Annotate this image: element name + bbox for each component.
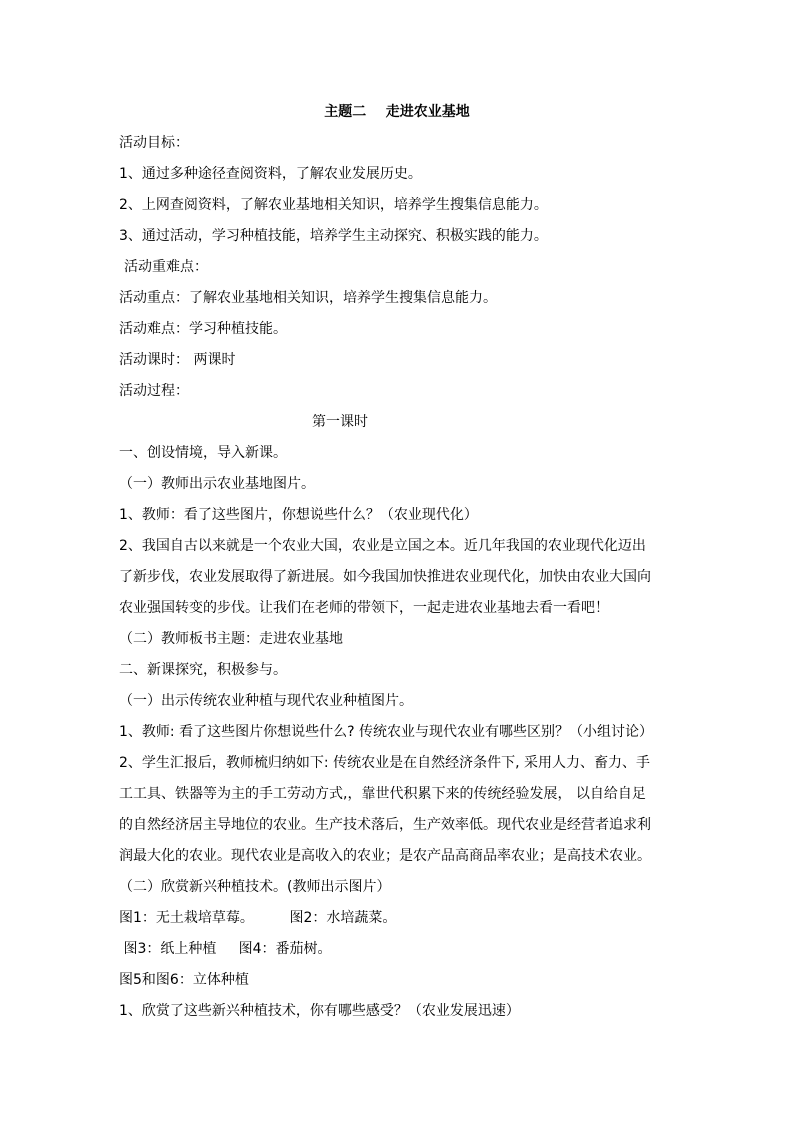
paragraph-line: 2、学生汇报后，教师梳归纳如下: 传统农业是在自然经济条件下, 采用人力、畜力、手 [119, 755, 650, 771]
paragraph-line: 的自然经济居主导地位的农业。生产技术落后，生产效率低。现代农业是经营者追求利 [119, 817, 651, 833]
paragraph-line: 2、上网查阅资料，了解农业基地相关知识，培养学生搜集信息能力。 [119, 197, 548, 213]
section-heading-difficulties: 活动重难点： [124, 259, 208, 275]
paragraph-line: 3、通过活动，学习种植技能，培养学生主动探究、积极实践的能力。 [119, 228, 548, 244]
paragraph-line: 工工具、铁器等为主的手工劳动方式,，靠世代积累下来的传统经验发展， 以自给自足 [119, 786, 646, 802]
lesson-heading: 第一课时 [312, 414, 368, 430]
paragraph-line: 图1：无土栽培草莓。 图2：水培蔬菜。 [119, 910, 397, 926]
paragraph-line: 活动难点：学习种植技能。 [119, 321, 287, 337]
paragraph-line: 活动课时： 两课时 [119, 352, 236, 368]
paragraph-line: （二）欣赏新兴种植技术。(教师出示图片） [119, 879, 391, 895]
paragraph-line: 1、通过多种途径查阅资料，了解农业发展历史。 [119, 166, 422, 182]
paragraph-line: 1、教师：看了这些图片，你想说些什么？（农业现代化） [119, 507, 478, 523]
paragraph-line: 农业强国转变的步伐。让我们在老师的带领下，一起走进农业基地去看一看吧！ [119, 600, 609, 616]
paragraph-line: 1、教师: 看了这些图片你想说些什么? 传统农业与现代农业有哪些区别？（小组讨论） [119, 724, 653, 740]
paragraph-line: 图5和图6：立体种植 [119, 972, 249, 988]
section-heading-goals: 活动目标： [119, 135, 189, 151]
section-heading-process: 活动过程： [119, 383, 189, 399]
paragraph-line: 一、创设情境，导入新课。 [119, 445, 287, 461]
paragraph-line: 二、新课探究，积极参与。 [119, 662, 287, 678]
paragraph-line: 润最大化的农业。现代农业是高收入的农业；是农产品高商品率农业；是高技术农业。 [119, 848, 651, 864]
document-title: 主题二 走进农业基地 [324, 104, 470, 120]
paragraph-line: （一）教师出示农业基地图片。 [119, 476, 315, 492]
paragraph-line: 图3：纸上种植 图4：番茄树。 [119, 941, 332, 957]
paragraph-line: （一）出示传统农业种植与现代农业种植图片。 [119, 693, 413, 709]
paragraph-line: （二）教师板书主题：走进农业基地 [119, 631, 343, 647]
paragraph-line: 1、欣赏了这些新兴种植技术，你有哪些感受？（农业发展迅速） [119, 1003, 520, 1019]
paragraph-line: 2、我国自古以来就是一个农业大国，农业是立国之本。近几年我国的农业现代化迈出 [119, 538, 646, 554]
paragraph-line: 了新步伐，农业发展取得了新进展。如今我国加快推进农业现代化，加快由农业大国向 [119, 569, 651, 585]
paragraph-line: 活动重点：了解农业基地相关知识，培养学生搜集信息能力。 [119, 290, 497, 306]
